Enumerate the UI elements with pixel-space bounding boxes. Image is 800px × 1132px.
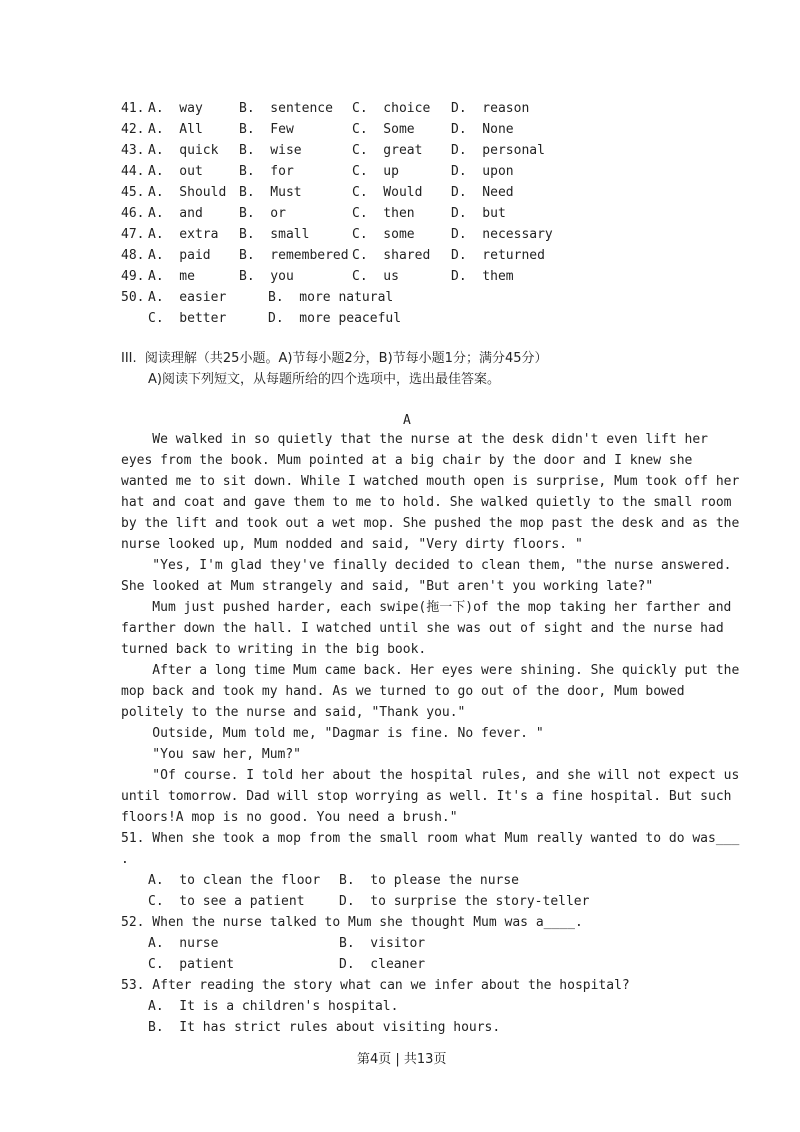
question-51-stem: 51. When she took a mop from the small room what Mum really wanted to do was___ — [121, 831, 740, 846]
option-c: C. shared — [352, 248, 431, 263]
question-51-stem-cont: . — [121, 852, 129, 867]
question-53-stem: 53. After reading the story what can we infer about the hospital? — [121, 978, 630, 993]
option-a: A. All — [148, 122, 203, 137]
option-d: D. but — [451, 206, 506, 221]
option-b: B. wise — [239, 143, 302, 158]
option-b: B. more natural — [268, 290, 394, 305]
option-c: C. better — [148, 311, 227, 326]
option-a: A. extra — [148, 227, 219, 242]
option-d: D. them — [451, 269, 514, 284]
question-number: 41. — [121, 101, 145, 116]
question-number: 44. — [121, 164, 145, 179]
option-d: D. reason — [451, 101, 530, 116]
question-number: 46. — [121, 206, 145, 221]
option-b: B. sentence — [239, 101, 333, 116]
reading-passage — [121, 429, 740, 828]
option-d: D. cleaner — [339, 957, 426, 972]
option-b: B. or — [239, 206, 286, 221]
option-c: C. up — [352, 164, 399, 179]
option-a: A. out — [148, 164, 203, 179]
option-c: C. great — [352, 143, 423, 158]
question-50-row2 — [121, 308, 402, 329]
passage-line: floors!A mop is no good. You need a brush." — [121, 810, 458, 825]
option-b: B. Must — [239, 185, 302, 200]
passage-line: We walked in so quietly that the nurse at the desk didn't even lift her — [121, 432, 708, 447]
option-c: C. then — [352, 206, 415, 221]
passage-line: hat and coat and gave them to me to hold. She walked quietly to the small room — [121, 495, 732, 510]
option-d: D. Need — [451, 185, 514, 200]
option-b: B. remembered — [239, 248, 349, 263]
passage-line: mop back and took my hand. As we turned to go out of the door, Mum bowed — [121, 684, 685, 699]
option-a: A. me — [148, 269, 195, 284]
passage-line: Mum just pushed harder, each swipe(拖一下)of the mop taking her farther and — [121, 600, 732, 615]
page-footer: 第4页 | 共13页 — [357, 1052, 447, 1067]
passage-line: nurse looked up, Mum nodded and said, "Very dirty floors. " — [121, 537, 583, 552]
option-a: A. to clean the floor — [148, 873, 321, 888]
option-c: C. some — [352, 227, 415, 242]
option-c: C. to see a patient — [148, 894, 305, 909]
question-number: 42. — [121, 122, 145, 137]
option-d: D. returned — [451, 248, 545, 263]
option-c: C. patient — [148, 957, 235, 972]
passage-line: eyes from the book. Mum pointed at a big chair by the door and I knew she — [121, 453, 693, 468]
option-d: D. personal — [451, 143, 545, 158]
option-c: C. Some — [352, 122, 415, 137]
passage-line: Outside, Mum told me, "Dagmar is fine. No fever. " — [121, 726, 544, 741]
question-number: 47. — [121, 227, 145, 242]
passage-line: turned back to writing in the big book. — [121, 642, 427, 657]
option-a: A. quick — [148, 143, 219, 158]
option-b: B. visitor — [339, 936, 426, 951]
option-a: A. and — [148, 206, 203, 221]
option-a: A. Should — [148, 185, 227, 200]
option-d: D. None — [451, 122, 514, 137]
option-a: A. paid — [148, 248, 211, 263]
question-number: 48. — [121, 248, 145, 263]
option-b: B. Few — [239, 122, 294, 137]
option-a: A. way — [148, 101, 203, 116]
question-50-row1 — [121, 287, 394, 308]
passage-line: by the lift and took out a wet mop. She pushed the mop past the desk and as the — [121, 516, 740, 531]
passage-line: farther down the hall. I watched until she was out of sight and the nurse had — [121, 621, 724, 636]
option-c: C. us — [352, 269, 399, 284]
question-53-option-b: B. It has strict rules about visiting hours. — [148, 1020, 501, 1035]
option-d: D. to surprise the story-teller — [339, 894, 590, 909]
question-number: 49. — [121, 269, 145, 284]
passage-line: politely to the nurse and said, "Thank you." — [121, 705, 466, 720]
question-number: 45. — [121, 185, 145, 200]
option-d: D. upon — [451, 164, 514, 179]
passage-line: "Of course. I told her about the hospital rules, and she will not expect us — [121, 768, 740, 783]
option-a: A. nurse — [148, 936, 219, 951]
passage-line: wanted me to sit down. While I watched mouth open is surprise, Mum took off her — [121, 474, 740, 489]
passage-line: "Yes, I'm glad they've finally decided to clean them, "the nurse answered. — [121, 558, 732, 573]
passage-line: After a long time Mum came back. Her eyes were shining. She quickly put the — [121, 663, 740, 678]
question-52-stem: 52. When the nurse talked to Mum she thought Mum was a____. — [121, 915, 583, 930]
passage-line: until tomorrow. Dad will stop worrying as well. It's a fine hospital. But such — [121, 789, 732, 804]
passage-line: She looked at Mum strangely and said, "But aren't you working late?" — [121, 579, 654, 594]
section-instruction: A)阅读下列短文，从每题所给的四个选项中，选出最佳答案。 — [148, 372, 500, 387]
passage-label: A — [403, 413, 411, 428]
question-51-row2 — [121, 891, 590, 912]
question-53-option-a: A. It is a children's hospital. — [148, 999, 399, 1014]
question-51-row1 — [121, 870, 520, 891]
option-b: B. to please the nurse — [339, 873, 520, 888]
question-52-row1 — [121, 933, 426, 954]
option-b: B. for — [239, 164, 294, 179]
question-number: 50. — [121, 290, 145, 305]
option-d: D. more peaceful — [268, 311, 402, 326]
section-title: III. 阅读理解（共25小题。A)节每小题2分，B)节每小题1分；满分45分） — [121, 351, 548, 366]
option-b: B. small — [239, 227, 310, 242]
option-b: B. you — [239, 269, 294, 284]
option-c: C. choice — [352, 101, 431, 116]
option-d: D. necessary — [451, 227, 553, 242]
option-c: C. Would — [352, 185, 423, 200]
question-number: 43. — [121, 143, 145, 158]
question-52-row2 — [121, 954, 426, 975]
option-a: A. easier — [148, 290, 227, 305]
passage-line: "You saw her, Mum?" — [121, 747, 302, 762]
